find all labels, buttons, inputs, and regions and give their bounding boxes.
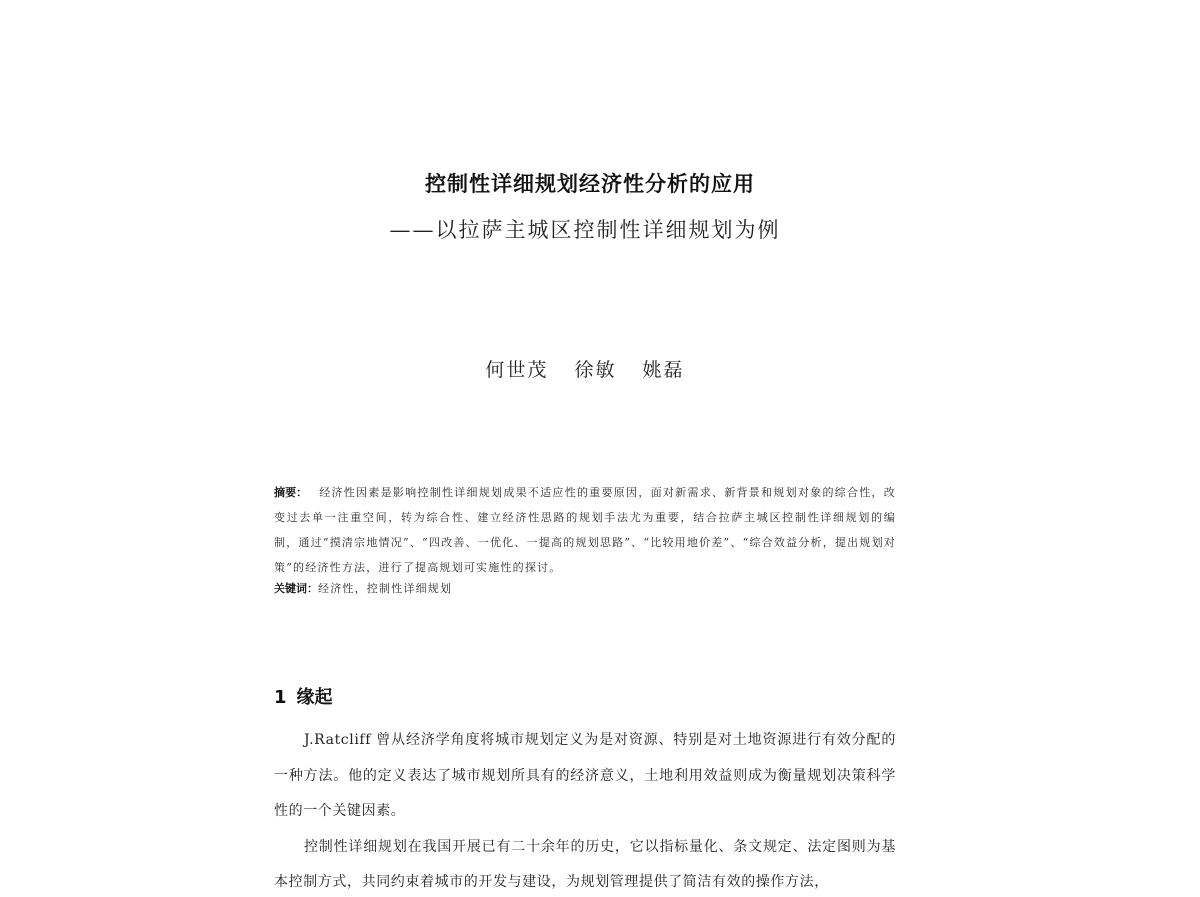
paper-subtitle: ——以拉萨主城区控制性详细规划为例 [389,218,781,242]
keywords-text: 经济性，控制性详细规划 [318,582,453,595]
author-list [0,355,1170,382]
section-title: 缘起 [296,687,333,708]
section-heading [274,683,333,709]
section-number: 1 [274,687,287,708]
keywords [274,580,452,596]
paragraph: 控制性详细规划在我国开展已有二十余年的历史，它以指标量化、条文规定、法定图则为基本控制方式，共同约束着城市的开发与建设，为规划管理提供了简洁有效的操作方法， [274,838,896,890]
paragraph: J.Ratcliff 曾从经济学角度将城市规划定义为是对资源、特别是对土地资源进行有效分配的一种方法。他的定义表达了城市规划所具有的经济意义，土地利用效益则成为衡量规划决策科学性的一个关键因素。 [274,732,896,819]
paper-title: 控制性详细规划经济性分析的应用 [425,172,755,196]
keywords-label: 关键词： [274,582,318,595]
body-text [274,723,896,897]
author-name: 姚磊 [642,359,685,381]
author-name: 何世茂 [485,359,549,381]
abstract [274,480,896,580]
abstract-label: 摘要： [274,486,308,499]
author-name: 徐敏 [574,359,617,381]
abstract-text: 经济性因素是影响控制性详细规划成果不适应性的重要原因，面对新需求、新背景和规划对象的综合性，改变过去单一注重空间，转为综合性、建立经济性思路的规划手法尤为重要，结合拉萨主城区控制性详细规划的编制，通过“摸清宗地情况”、“四改善、一优化、一提高的规划思路”、“比较用地价差”、“综合效益分析，提出规划对策”的经济性方法，进行了提高规划可实施性的探讨。 [274,486,897,574]
